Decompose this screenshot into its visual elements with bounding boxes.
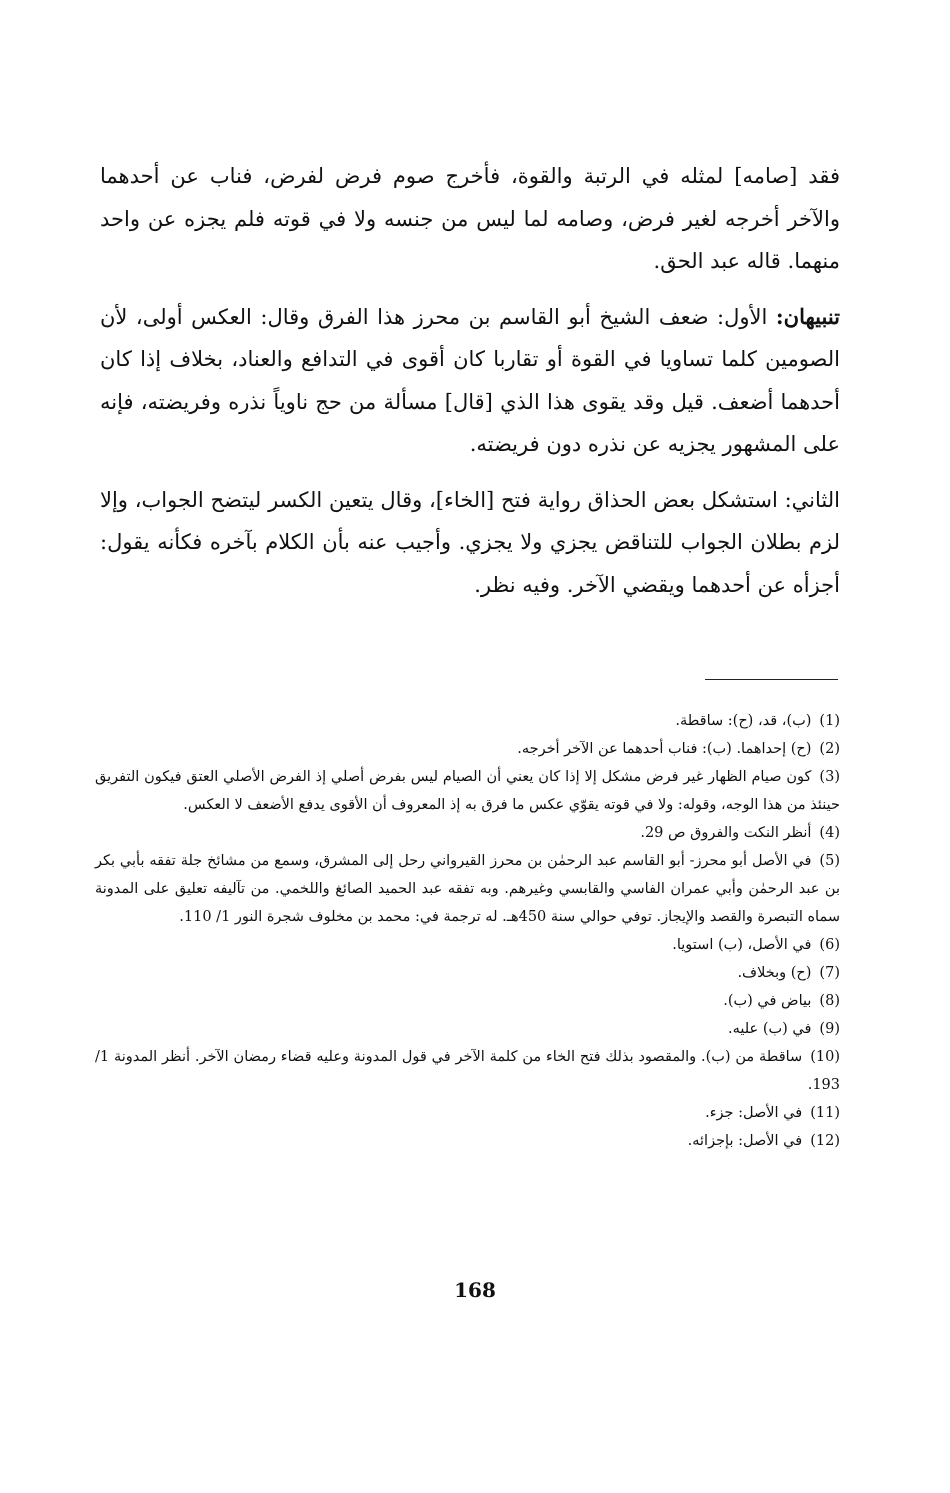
paragraph-2: [100, 296, 840, 466]
footnote-text: بياض في (ب).: [723, 993, 812, 1009]
footnote-text: في (ب) عليه.: [728, 1021, 812, 1037]
footnote-text: (ح) وبخلاف.: [737, 965, 812, 981]
paragraph-text: الأول: ضعف الشيخ أبو القاسم بن محرز هذا الفرق وقال: العكس أولى، لأن الصومين كلما تساويا في القوة أو تقاربا كان أقوى في التدافع والعناد، بخلاف إذا كان أحدهما أضعف. قيل وقد يقوى هذا الذي [قال] مسألة من حج ناوياً نذره وفريضته، فإنه على المشهور يجزيه عن نذره دون فريضته.: [100, 304, 840, 456]
footnote-3: [95, 763, 840, 819]
paragraph-lead: تنبيهان:: [775, 303, 840, 329]
footnote-number: (9): [819, 1021, 840, 1037]
main-text: [100, 155, 840, 606]
footnote-number: (10): [810, 1049, 840, 1065]
footnotes: [95, 707, 840, 1155]
footnote-number: (5): [819, 853, 840, 869]
footnote-10: [95, 1043, 840, 1099]
footnote-4: [95, 819, 840, 847]
footnote-text: (ب)، قد، (ح): ساقطة.: [675, 713, 812, 729]
footnote-9: [95, 1015, 840, 1043]
footnote-text: في الأصل: بإجزائه.: [687, 1133, 803, 1149]
footnote-number: (7): [819, 965, 840, 981]
footnote-text: في الأصل، (ب) استويا.: [672, 937, 812, 953]
footnote-number: (11): [810, 1105, 840, 1121]
footnote-text: في الأصل أبو محرز- أبو القاسم عبد الرحمٰن بن محرز القيرواني رحل إلى المشرق، وسمع من مشائخ جلة تفقه بأبي بكر بن عبد الرحمٰن وأبي عمران الفاسي والقابسي وغيرهم. وبه تفقه عبد الحميد الصائغ واللخمي. من تآليفه تعليق على المدونة سماه التبصرة والقصد والإيجاز. توفي حوالي سنة 450هـ. له ترجمة في: محمد بن مخلوف شجرة النور 1/ 110.: [95, 853, 840, 925]
footnote-2: [95, 735, 840, 763]
footnote-11: [95, 1099, 840, 1127]
footnote-12: [95, 1127, 840, 1155]
paragraph-1: [100, 155, 840, 283]
paragraph-3: [100, 479, 840, 607]
footnote-number: (6): [819, 937, 840, 953]
paragraph-text: الثاني: استشكل بعض الحذاق رواية فتح [الخاء]، وقال يتعين الكسر ليتضح الجواب، وإلا لزم بطلان الجواب للتناقض يجزي ولا يجزي. وأجيب عنه بأن الكلام بآخره فكأنه يقول: أجزأه عن أحدهما ويقضي الآخر. وفيه نظر.: [100, 487, 840, 597]
footnote-text: في الأصل: جزء.: [705, 1105, 803, 1121]
footnote-number: (2): [819, 741, 840, 757]
footnote-text: كون صيام الظهار غير فرض مشكل إلا إذا كان يعني أن الصيام ليس بفرض أصلي إذ الفرض الأصلي العتق فيكون التفريق حينئذ من هذا الوجه، وقوله: ولا في قوته يقوّي عكس ما فرق به إذ المعروف أن الأقوى يدفع الأضعف لا العكس.: [95, 769, 840, 813]
footnote-number: (3): [819, 769, 840, 785]
footnote-separator: [705, 679, 838, 680]
page-number: 168: [454, 1278, 496, 1302]
footnote-number: (1): [819, 713, 840, 729]
footnote-number: (8): [819, 993, 840, 1009]
footnote-text: أنظر النكت والفروق ص 29.: [640, 825, 812, 841]
paragraph-text: فقد [صامه] لمثله في الرتبة والقوة، فأخرج صوم فرض لفرض، فناب عن أحدهما والآخر أخرجه لغير فرض، وصامه لما ليس من جنسه ولا في قوته فلم يجزه عن واحد منهما. قاله عبد الحق.: [100, 164, 840, 273]
footnote-1: [95, 707, 840, 735]
footnote-8: [95, 987, 840, 1015]
footnote-number: (4): [819, 825, 840, 841]
footnote-number: (12): [810, 1133, 840, 1149]
footnote-6: [95, 931, 840, 959]
footnote-text: (ح) إحداهما. (ب): فناب أحدهما عن الآخر أخرجه.: [517, 741, 812, 757]
footnote-text: ساقطة من (ب). والمقصود بذلك فتح الخاء من كلمة الآخر في قول المدونة وعليه قضاء رمضان الآخر. أنظر المدونة 1/ 193.: [95, 1049, 840, 1093]
footnote-5: [95, 847, 840, 931]
footnote-7: [95, 959, 840, 987]
